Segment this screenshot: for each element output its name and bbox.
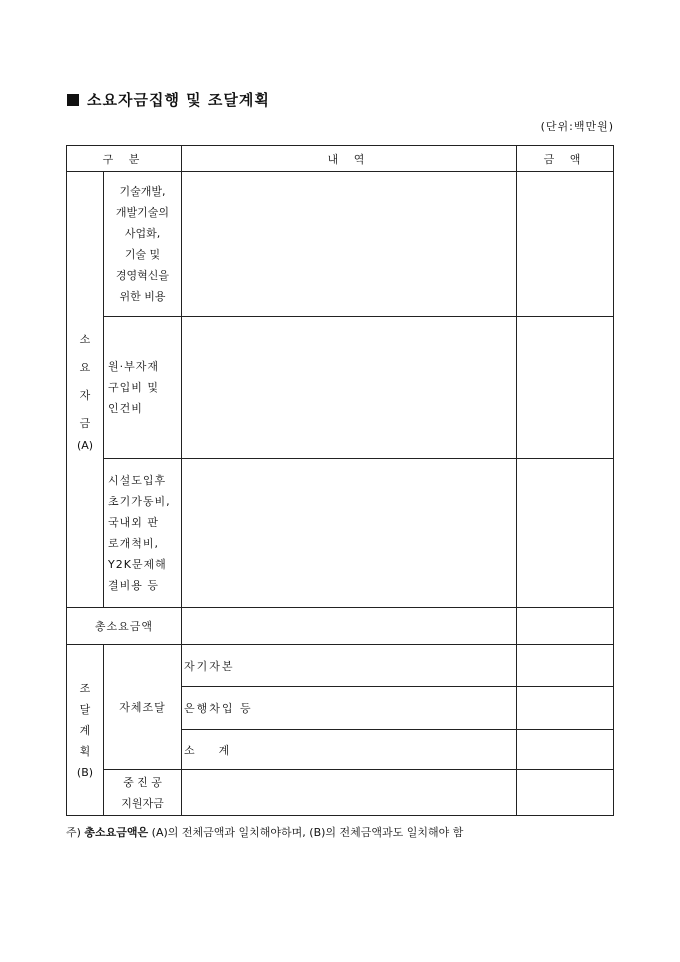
footnote bbox=[66, 824, 463, 840]
table-row bbox=[67, 317, 614, 459]
label-line: (A) bbox=[76, 438, 94, 452]
table-header-row bbox=[67, 146, 614, 172]
note-bold: 총소요금액은 bbox=[84, 826, 149, 839]
header-details: 내 역 bbox=[182, 146, 517, 172]
table-row bbox=[67, 645, 614, 687]
tech-dev-amount-cell[interactable] bbox=[517, 172, 614, 317]
label-line: 중 진 공 bbox=[123, 775, 162, 789]
label-line: 계 bbox=[79, 723, 91, 737]
label-line: 로개척비, bbox=[108, 537, 160, 550]
label-line: 금 bbox=[79, 416, 91, 430]
tech-dev-label bbox=[104, 172, 182, 317]
smba-fund-label bbox=[104, 770, 182, 816]
label-line: 인건비 bbox=[108, 402, 143, 415]
note-prefix: 주) bbox=[66, 826, 85, 839]
square-bullet-icon bbox=[67, 94, 79, 106]
unit-label: (단위:백만원) bbox=[540, 120, 614, 133]
label-line: 소 bbox=[79, 332, 91, 346]
materials-amount-cell[interactable] bbox=[517, 317, 614, 459]
table-row bbox=[67, 608, 614, 645]
facility-label bbox=[104, 459, 182, 608]
label-line: 지원자금 bbox=[121, 796, 164, 810]
total-required-label: 총소요금액 bbox=[67, 608, 182, 645]
title-text: 소요자금집행 및 조달계획 bbox=[87, 91, 270, 109]
total-amount-cell[interactable] bbox=[517, 608, 614, 645]
facility-details-cell[interactable] bbox=[182, 459, 517, 608]
facility-amount-cell[interactable] bbox=[517, 459, 614, 608]
materials-details-cell[interactable] bbox=[182, 317, 517, 459]
subtotal-amount-cell[interactable] bbox=[517, 730, 614, 770]
table-row bbox=[67, 459, 614, 608]
label-line: 구입비 및 bbox=[108, 381, 160, 394]
smba-amount-cell[interactable] bbox=[517, 770, 614, 816]
label-line: 기술 및 bbox=[124, 248, 161, 261]
funding-plan-table bbox=[66, 145, 614, 816]
header-category: 구 분 bbox=[67, 146, 182, 172]
label-line: (B) bbox=[76, 765, 94, 779]
label-line: 시설도입후 bbox=[108, 474, 167, 487]
procurement-label bbox=[67, 645, 104, 816]
label-line: 자 bbox=[79, 388, 91, 402]
label-line: 사업화, bbox=[124, 227, 161, 240]
label-line: 요 bbox=[79, 360, 91, 374]
total-details-cell[interactable] bbox=[182, 608, 517, 645]
label-line: 조 bbox=[79, 681, 91, 695]
label-line: 기술개발, bbox=[119, 185, 166, 198]
bank-loan-amount-cell[interactable] bbox=[517, 687, 614, 730]
required-funds-label bbox=[67, 172, 104, 608]
page-title bbox=[67, 89, 270, 110]
table-row bbox=[67, 172, 614, 317]
subtotal-label: 소 계 bbox=[182, 730, 517, 770]
label-line: 경영혁신을 bbox=[115, 269, 170, 282]
bank-loan-label: 은행차입 등 bbox=[182, 687, 517, 730]
label-line: 개발기술의 bbox=[115, 206, 170, 219]
tech-dev-details-cell[interactable] bbox=[182, 172, 517, 317]
smba-details-cell[interactable] bbox=[182, 770, 517, 816]
header-amount: 금 액 bbox=[517, 146, 614, 172]
self-funding-label: 자체조달 bbox=[104, 645, 182, 770]
label-line: 획 bbox=[79, 744, 91, 758]
label-line: Y2K문제해 bbox=[108, 558, 167, 571]
note-text: (A)의 전체금액과 일치해야하며, (B)의 전체금액과도 일치해야 함 bbox=[148, 826, 464, 839]
label-line: 원·부자재 bbox=[108, 360, 160, 373]
label-line: 위한 비용 bbox=[119, 290, 166, 303]
label-line: 국내외 판 bbox=[108, 516, 160, 529]
materials-label bbox=[104, 317, 182, 459]
equity-label: 자기자본 bbox=[182, 645, 517, 687]
label-line: 결비용 등 bbox=[108, 579, 160, 592]
label-line: 달 bbox=[79, 702, 91, 716]
equity-amount-cell[interactable] bbox=[517, 645, 614, 687]
table-row bbox=[67, 770, 614, 816]
label-line: 초기가동비, bbox=[108, 495, 171, 508]
